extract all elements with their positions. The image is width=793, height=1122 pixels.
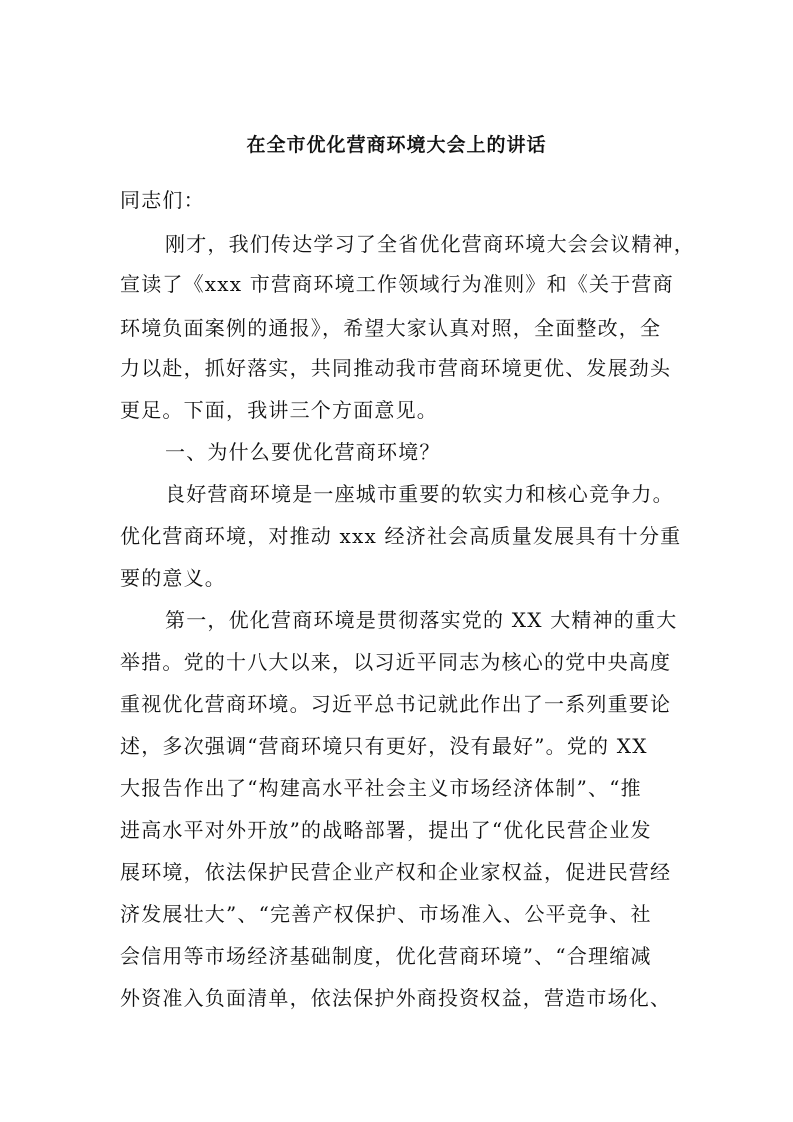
section-heading: 一、为什么要优化营商环境？	[165, 440, 441, 464]
document-title: 在全市优化营商环境大会上的讲话	[246, 134, 547, 156]
paragraph-line: 宣读了《xxx 市营商环境工作领域行为准则》和《关于营商	[120, 272, 674, 296]
paragraph-line: 优化营商环境，对推动 xxx 经济社会高质量发展具有十分重	[120, 524, 682, 548]
paragraph-line: 良好营商环境是一座城市重要的软实力和核心竞争力。	[165, 482, 674, 506]
paragraph-line: 要的意义。	[120, 566, 226, 590]
paragraph-line: 力以赴，抓好落实，共同推动我市营商环境更优、发展劲头	[120, 356, 672, 380]
paragraph-line: 济发展壮大”、“完善产权保护、市场准入、公平竞争、社	[120, 902, 652, 926]
paragraph-line: 会信用等市场经济基础制度，优化营商环境”、“合理缩减	[120, 944, 652, 968]
paragraph-line: 举措。党的十八大以来，以习近平同志为核心的党中央高度	[120, 650, 672, 674]
paragraph-line: 展环境，依法保护民营企业产权和企业家权益，促进民营经	[120, 860, 672, 884]
paragraph-line: 大报告作出了“构建高水平社会主义市场经济体制”、“推	[120, 776, 642, 800]
paragraph-line: 进高水平对外开放”的战略部署，提出了“优化民营企业发	[120, 818, 652, 842]
paragraph-line: 重视优化营商环境。习近平总书记就此作出了一系列重要论	[120, 692, 672, 716]
paragraph-line: 刚才，我们传达学习了全省优化营商环境大会会议精神，	[165, 232, 695, 256]
paragraph-line: 第一，优化营商环境是贯彻落实党的 XX 大精神的重大	[165, 608, 678, 632]
paragraph-line: 外资准入负面清单，依法保护外商投资权益，营造市场化、	[120, 986, 672, 1010]
paragraph-line: 述，多次强调“营商环境只有更好，没有最好”。党的 XX	[120, 734, 648, 758]
paragraph-line: 更足。下面，我讲三个方面意见。	[120, 398, 438, 422]
paragraph-line: 环境负面案例的通报》，希望大家认真对照，全面整改，全	[120, 316, 662, 340]
salutation-line: 同志们：	[120, 188, 205, 212]
